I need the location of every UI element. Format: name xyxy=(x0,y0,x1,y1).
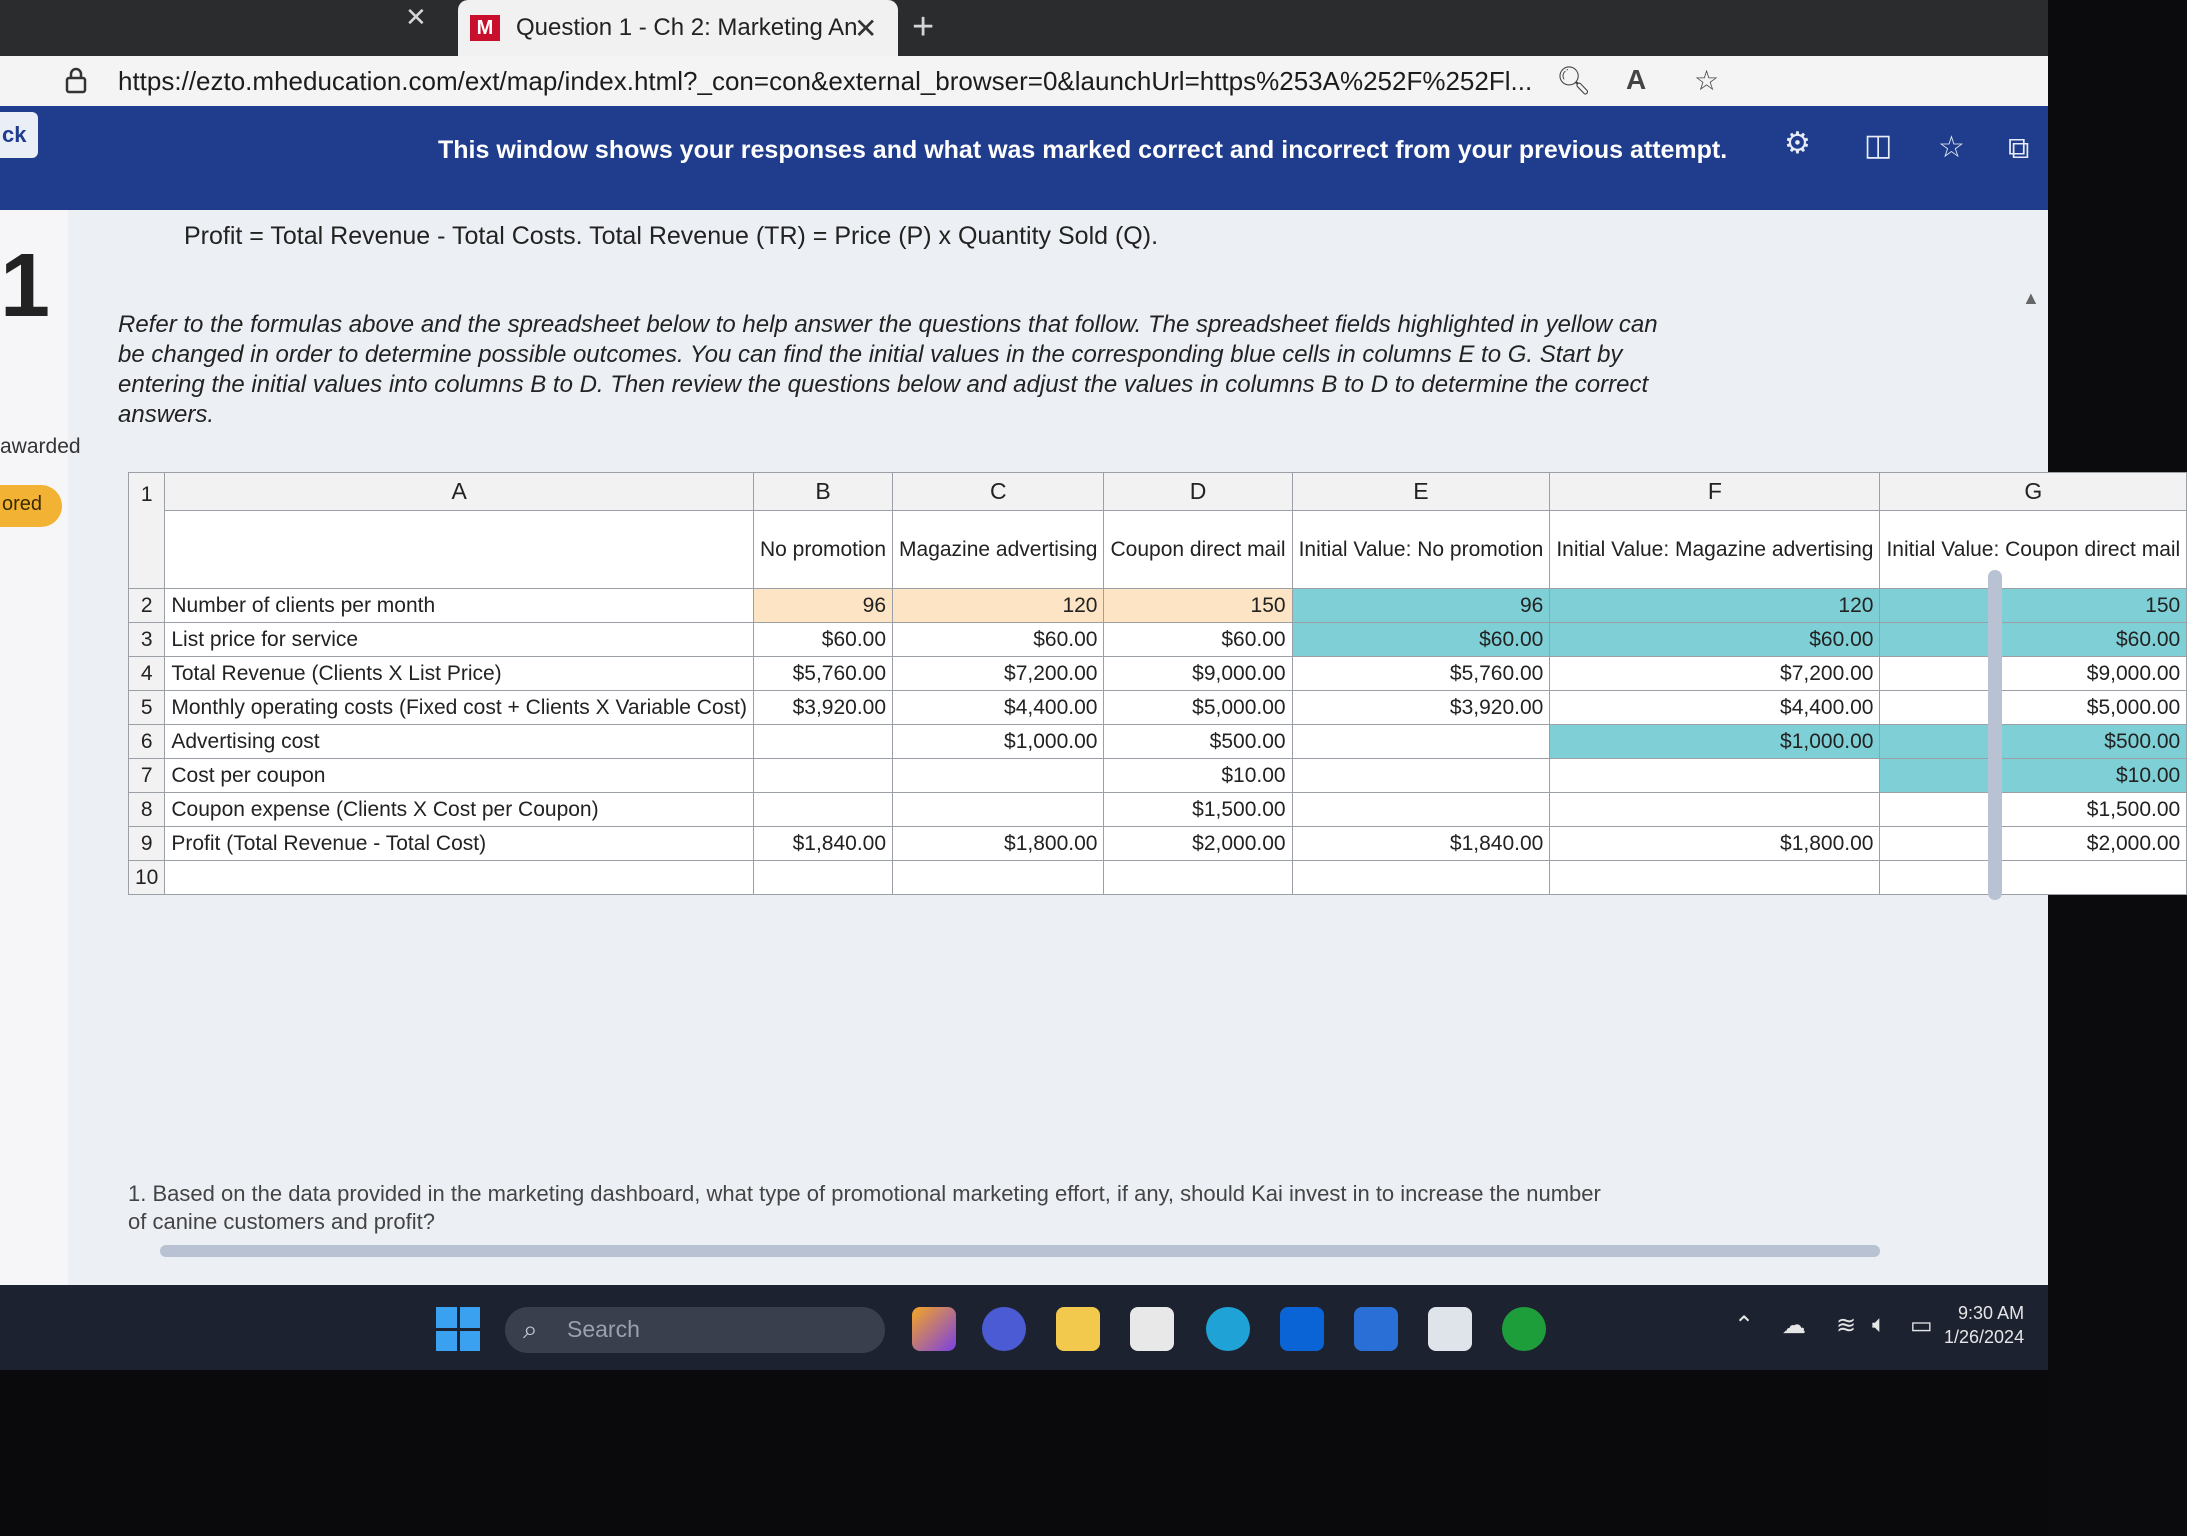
initial-value-cell xyxy=(1880,589,2187,623)
initial-value-cell xyxy=(1550,691,1880,725)
editable-cell[interactable] xyxy=(1104,623,1292,657)
read-aloud-icon[interactable]: A xyxy=(1626,64,1647,95)
currency-symbol: $ xyxy=(1192,695,1204,719)
extensions-icon[interactable]: ⚙ xyxy=(1784,127,1811,160)
editable-cell[interactable] xyxy=(753,827,892,861)
table-row xyxy=(129,827,2187,861)
initial-value-cell xyxy=(1880,725,2187,759)
cell-value: 60.00 xyxy=(2127,627,2181,651)
scenario-header: Magazine advertising xyxy=(893,511,1104,589)
row-label: Cost per coupon xyxy=(165,759,754,793)
row-number: 9 xyxy=(129,827,165,861)
scored-badge: ored xyxy=(0,485,62,527)
column-header: D xyxy=(1104,473,1292,511)
horizontal-scrollbar[interactable] xyxy=(160,1245,1880,1257)
row-label: List price for service xyxy=(165,623,754,657)
currency-symbol: $ xyxy=(1209,729,1222,753)
row-label: Coupon expense (Clients X Cost per Coupon) xyxy=(165,793,754,827)
editable-cell[interactable] xyxy=(1104,589,1292,623)
cell-value: 60.00 xyxy=(1044,627,1098,651)
initial-value-cell xyxy=(1292,725,1550,759)
store-icon[interactable] xyxy=(1130,1307,1174,1351)
initial-value-cell xyxy=(1292,793,1550,827)
split-screen-icon[interactable]: ◫ xyxy=(1864,129,1893,162)
initial-value-cell xyxy=(1292,657,1550,691)
editable-cell[interactable] xyxy=(1104,759,1292,793)
new-tab-button[interactable]: + xyxy=(912,6,935,48)
scenario-header: Initial Value: Coupon direct mail xyxy=(1880,511,2187,589)
editable-cell[interactable] xyxy=(893,793,1104,827)
cell-value: 1,000.00 xyxy=(1015,729,1098,753)
row-label: Advertising cost xyxy=(165,725,754,759)
scenario-header: Initial Value: No promotion xyxy=(1292,511,1550,589)
currency-symbol: $ xyxy=(1004,695,1016,719)
editable-cell[interactable] xyxy=(893,657,1104,691)
editable-cell[interactable] xyxy=(753,793,892,827)
row-number: 7 xyxy=(129,759,165,793)
initial-value-cell xyxy=(1880,691,2187,725)
cell-value: 5,760.00 xyxy=(1461,661,1544,685)
editable-cell[interactable] xyxy=(893,827,1104,861)
editable-cell[interactable] xyxy=(753,759,892,793)
cell-value: 9,000.00 xyxy=(1203,661,1286,685)
cell-value: 2,000.00 xyxy=(1203,831,1286,855)
scenario-header: No promotion xyxy=(753,511,892,589)
chevron-up-icon[interactable]: ⌃ xyxy=(1734,1312,1755,1339)
cell-value: 1,800.00 xyxy=(1015,831,1098,855)
row-number: 8 xyxy=(129,793,165,827)
cell-value: 7,200.00 xyxy=(1791,661,1874,685)
row-label: Total Revenue (Clients X List Price) xyxy=(165,657,754,691)
currency-symbol: $ xyxy=(2086,797,2099,821)
tab-title: Question 1 - Ch 2: Marketing An xyxy=(516,14,858,41)
column-header: B xyxy=(753,473,892,511)
search-icon: ⌕ xyxy=(523,1314,538,1344)
cell-value: 5,760.00 xyxy=(804,661,887,685)
editable-cell[interactable] xyxy=(1104,691,1292,725)
row-label: Monthly operating costs (Fixed cost + Clients X Variable Cost) xyxy=(165,691,754,725)
currency-symbol: $ xyxy=(2115,763,2128,787)
clock-time: 9:30 AM xyxy=(1958,1303,2025,1323)
initial-value-cell xyxy=(1292,691,1550,725)
currency-symbol: $ xyxy=(821,627,834,651)
cell-value: 5,000.00 xyxy=(2098,695,2181,719)
cell-value: 1,000.00 xyxy=(1791,729,1874,753)
table-row xyxy=(129,657,2187,691)
cell-value: 7,200.00 xyxy=(1015,661,1098,685)
instructions-text: Refer to the formulas above and the spreadsheet below to help answer the questions that follow. The spreadsheet fields highlighted in yellow can be changed in order to determine possible outcomes. You can find the initial values in the corresponding blue cells in columns E to G. Start by entering the initial values into columns B to D. Then review the questions below and adjust the values in columns B to D to determine the correct answers. xyxy=(118,311,1658,428)
formula-text: Profit = Total Revenue - Total Costs. Total Revenue (TR) = Price (P) x Quantity Sold (Q). xyxy=(184,222,1159,250)
initial-value-cell xyxy=(1880,657,2187,691)
collections-icon[interactable]: ⧉ xyxy=(2008,132,2030,165)
currency-symbol: $ xyxy=(1479,627,1491,651)
editable-cell[interactable] xyxy=(893,623,1104,657)
currency-symbol: $ xyxy=(2115,627,2128,651)
cell-value: 4,400.00 xyxy=(1015,695,1098,719)
currency-symbol: $ xyxy=(2086,831,2099,855)
currency-symbol: $ xyxy=(1004,831,1016,855)
currency-symbol: $ xyxy=(1221,763,1234,787)
cell-value: 500.00 xyxy=(1221,729,1286,753)
question-text: 1. Based on the data provided in the marketing dashboard, what type of promotional marketing effort, if any, should Kai invest in to increase the number of canine customers and profit? xyxy=(128,1181,1601,1234)
system-clock[interactable] xyxy=(1944,1301,2024,1349)
cell-value: 96 xyxy=(1519,593,1544,617)
question-number: 1 xyxy=(0,236,51,336)
currency-symbol: $ xyxy=(1780,661,1792,685)
editable-cell[interactable] xyxy=(893,725,1104,759)
scenario-header: Coupon direct mail xyxy=(1104,511,1292,589)
page-content xyxy=(0,210,2181,1285)
row-number: 6 xyxy=(129,725,165,759)
windows-start-icon[interactable] xyxy=(436,1307,480,1351)
cell-value: 3,920.00 xyxy=(804,695,887,719)
column-header: G xyxy=(1880,473,2187,511)
close-icon[interactable]: ✕ xyxy=(405,2,427,32)
screen-bezel xyxy=(0,1370,2048,1536)
cell-value: 60.00 xyxy=(833,627,887,651)
initial-value-cell xyxy=(1550,623,1880,657)
cell-value: 60.00 xyxy=(1820,627,1874,651)
currency-symbol: $ xyxy=(792,831,805,855)
scenario-header: Initial Value: Magazine advertising xyxy=(1550,511,1880,589)
row-number: 5 xyxy=(129,691,165,725)
clock-date: 1/26/2024 xyxy=(1944,1327,2025,1347)
table-row xyxy=(129,861,2187,895)
currency-symbol: $ xyxy=(2104,729,2116,753)
cell-value: 4,400.00 xyxy=(1791,695,1874,719)
chat-icon[interactable] xyxy=(982,1307,1026,1351)
widgets-icon[interactable] xyxy=(912,1307,956,1351)
initial-value-cell xyxy=(1880,759,2187,793)
initial-value-cell xyxy=(1292,623,1550,657)
editable-cell[interactable] xyxy=(753,589,892,623)
tab-bar xyxy=(0,0,2048,56)
editable-cell[interactable] xyxy=(753,691,892,725)
cell-value: 2,000.00 xyxy=(2098,831,2181,855)
initial-value-cell xyxy=(1550,657,1880,691)
lock-icon[interactable] xyxy=(64,66,88,94)
file-explorer-icon[interactable] xyxy=(1056,1307,1100,1351)
initial-value-cell xyxy=(1292,861,1550,895)
currency-symbol: $ xyxy=(1780,695,1792,719)
banner-message: This window shows your responses and what was marked correct and incorrect from your previous attempt. xyxy=(438,136,1728,164)
currency-symbol: $ xyxy=(1780,831,1792,855)
battery-icon[interactable]: ▭ xyxy=(1910,1312,1933,1339)
cell-value: 9,000.00 xyxy=(2098,661,2181,685)
search-placeholder: Search xyxy=(567,1316,640,1342)
row-number: 4 xyxy=(129,657,165,691)
table-row xyxy=(129,589,2187,623)
row-number: 1 xyxy=(129,473,165,589)
currency-symbol: $ xyxy=(1449,831,1462,855)
vertical-scrollbar[interactable] xyxy=(1988,570,2002,900)
initial-value-cell xyxy=(1550,793,1880,827)
currency-symbol: $ xyxy=(792,661,805,685)
zoom-icon[interactable]: 🔍︎ xyxy=(1556,65,1592,96)
currency-symbol: $ xyxy=(1449,661,1462,685)
table-row xyxy=(129,725,2187,759)
initial-value-cell xyxy=(1880,623,2187,657)
awarded-label: awarded xyxy=(0,435,81,458)
table-row xyxy=(129,691,2187,725)
empty-cell xyxy=(165,511,754,589)
row-number: 3 xyxy=(129,623,165,657)
row-label: Number of clients per month xyxy=(165,589,754,623)
initial-value-cell xyxy=(1550,589,1880,623)
currency-symbol: $ xyxy=(2086,661,2099,685)
editable-cell[interactable] xyxy=(1104,725,1292,759)
cell-value: 96 xyxy=(862,593,887,617)
onedrive-cloud-icon[interactable]: ☁ xyxy=(1782,1312,1806,1339)
volume-icon[interactable]: 🔈︎ xyxy=(1872,1311,1887,1338)
windows-taskbar xyxy=(0,1285,2048,1370)
currency-symbol: $ xyxy=(1033,627,1045,651)
editable-cell[interactable] xyxy=(893,861,1104,895)
initial-value-cell xyxy=(1550,861,1880,895)
cell-value: 150 xyxy=(2145,593,2181,617)
cell-value: 1,500.00 xyxy=(1203,797,1286,821)
currency-symbol: $ xyxy=(1192,797,1204,821)
initial-value-cell xyxy=(1550,725,1880,759)
back-button[interactable]: ck xyxy=(0,112,38,158)
column-header-row xyxy=(129,473,2187,511)
address-bar xyxy=(0,56,2048,106)
editable-cell[interactable] xyxy=(893,759,1104,793)
dropbox-icon[interactable] xyxy=(1280,1307,1324,1351)
currency-symbol: $ xyxy=(1004,729,1016,753)
initial-value-cell xyxy=(1880,827,2187,861)
cell-value: 1,800.00 xyxy=(1791,831,1874,855)
attempt-banner xyxy=(0,106,2048,226)
row-number: 10 xyxy=(129,861,165,895)
xbox-icon[interactable] xyxy=(1502,1307,1546,1351)
editable-cell[interactable] xyxy=(753,725,892,759)
initial-value-cell xyxy=(1292,589,1550,623)
table-row xyxy=(129,793,2187,827)
cell-value: 150 xyxy=(1250,593,1286,617)
currency-symbol: $ xyxy=(1004,661,1016,685)
cell-value: 120 xyxy=(1062,593,1098,617)
editable-cell[interactable] xyxy=(1104,861,1292,895)
taskbar-search[interactable] xyxy=(505,1307,885,1353)
editable-cell[interactable] xyxy=(753,657,892,691)
initial-value-cell xyxy=(1550,827,1880,861)
initial-value-cell xyxy=(1550,759,1880,793)
mheducation-icon: M xyxy=(470,15,500,41)
editable-cell[interactable] xyxy=(1104,657,1292,691)
editable-cell[interactable] xyxy=(753,861,892,895)
cell-value: 500.00 xyxy=(2115,729,2181,753)
question-sidebar xyxy=(0,210,81,1285)
scroll-up-arrow-icon[interactable]: ▲ xyxy=(2022,288,2040,308)
currency-symbol: $ xyxy=(1192,831,1204,855)
favorite-star-icon[interactable]: ☆ xyxy=(1694,65,1720,96)
edge-browser-icon[interactable] xyxy=(1206,1307,1250,1351)
editable-cell[interactable] xyxy=(753,623,892,657)
cell-value: 10.00 xyxy=(2127,763,2181,787)
editable-cell[interactable] xyxy=(1104,827,1292,861)
table-row xyxy=(129,759,2187,793)
currency-symbol: $ xyxy=(2086,695,2099,719)
column-header: F xyxy=(1550,473,1880,511)
editable-cell[interactable] xyxy=(1104,793,1292,827)
cell-value: 1,840.00 xyxy=(804,831,887,855)
cell-value: 60.00 xyxy=(1233,627,1286,651)
currency-symbol: $ xyxy=(1192,661,1204,685)
cell-value: 1,500.00 xyxy=(2098,797,2181,821)
marketing-spreadsheet xyxy=(128,472,2187,895)
initial-value-cell xyxy=(1880,861,2187,895)
cell-value: 120 xyxy=(1838,593,1874,617)
column-header: A xyxy=(165,473,754,511)
row-number: 2 xyxy=(129,589,165,623)
wifi-icon[interactable]: ≋ xyxy=(1836,1312,1857,1339)
editable-cell[interactable] xyxy=(893,691,1104,725)
currency-symbol: $ xyxy=(792,695,805,719)
cell-value: 3,920.00 xyxy=(1461,695,1544,719)
row-label xyxy=(165,861,754,895)
currency-symbol: $ xyxy=(1449,695,1462,719)
initial-value-cell xyxy=(1880,793,2187,827)
url-field[interactable]: https://ezto.mheducation.com/ext/map/index.html?_con=con&external_browser=0&launchUrl=https%253A%252F%252Fl... xyxy=(118,66,1533,96)
column-header: E xyxy=(1292,473,1550,511)
favorites-icon[interactable]: ☆ xyxy=(1938,131,1965,164)
cell-value: 10.00 xyxy=(1233,763,1286,787)
initial-value-cell xyxy=(1292,759,1550,793)
tab-active[interactable] xyxy=(458,0,898,56)
currency-symbol: $ xyxy=(1809,627,1821,651)
table-row xyxy=(129,623,2187,657)
scenario-header-row xyxy=(129,511,2187,589)
currency-symbol: $ xyxy=(1221,627,1234,651)
cell-value: 60.00 xyxy=(1490,627,1544,651)
editable-cell[interactable] xyxy=(893,589,1104,623)
cell-value: 5,000.00 xyxy=(1203,695,1286,719)
close-tab-icon[interactable]: ✕ xyxy=(854,12,878,44)
cell-value: 1,840.00 xyxy=(1461,831,1544,855)
column-header: C xyxy=(893,473,1104,511)
initial-value-cell xyxy=(1292,827,1550,861)
mail-icon[interactable] xyxy=(1354,1307,1398,1351)
currency-symbol: $ xyxy=(1780,729,1792,753)
calculator-icon[interactable] xyxy=(1428,1307,1472,1351)
row-label: Profit (Total Revenue - Total Cost) xyxy=(165,827,754,861)
